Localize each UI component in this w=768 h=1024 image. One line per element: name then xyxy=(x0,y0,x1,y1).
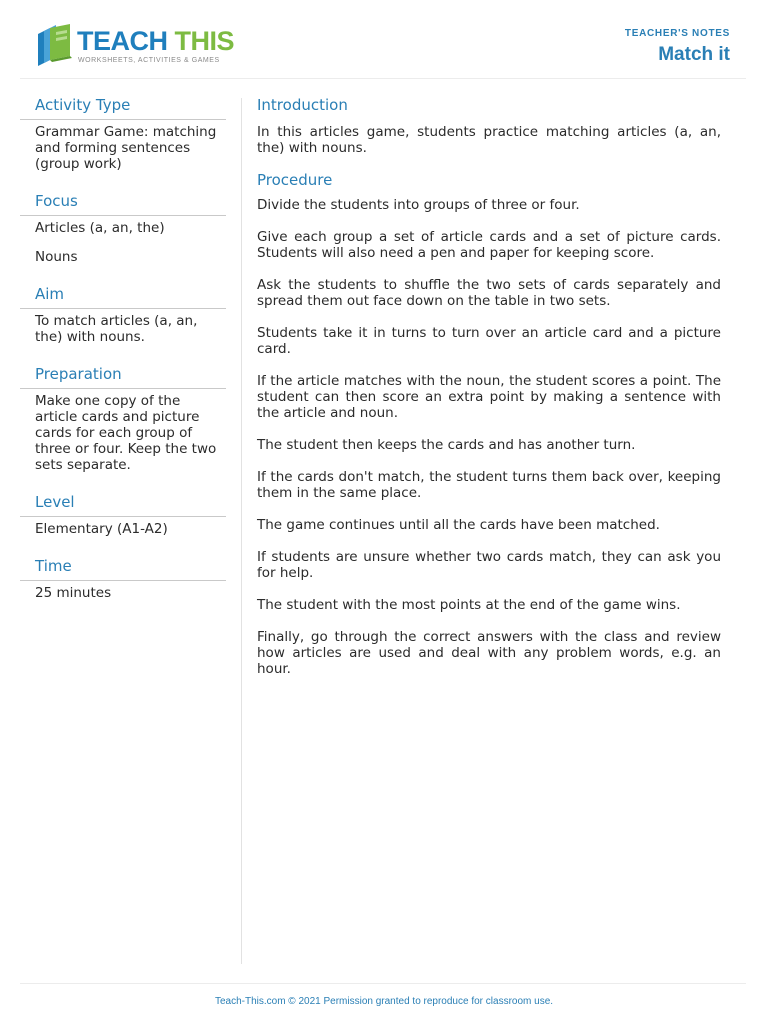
sidebar-body xyxy=(20,309,226,345)
sidebar-heading: Time xyxy=(20,555,226,581)
sidebar-body xyxy=(20,216,226,265)
procedure-step: Divide the students into groups of three or four. xyxy=(257,197,580,213)
sidebar-text: Make one copy of the article cards and picture cards for each group of three or four. Keep the two sets separate. xyxy=(35,393,217,473)
procedure-step: Give each group a set of article cards and a set of picture cards. Students will also need a pen and paper for keeping score. xyxy=(257,229,721,261)
sidebar-heading: Preparation xyxy=(20,363,226,389)
logo-word-teach: TEACH xyxy=(77,26,168,56)
logo-tagline: WORKSHEETS, ACTIVITIES & GAMES xyxy=(78,57,220,64)
sidebar-heading: Aim xyxy=(20,283,226,309)
sidebar-heading: Activity Type xyxy=(20,94,226,120)
sidebar-section-activity-type xyxy=(20,94,226,172)
introduction-heading: Introduction xyxy=(257,96,348,114)
page-header xyxy=(20,0,746,79)
procedure-step: The student then keeps the cards and has another turn. xyxy=(257,437,636,453)
copyright-footer: Teach-This.com © 2021 Permission granted to reproduce for classroom use. xyxy=(214,996,554,1007)
main-content xyxy=(257,94,721,693)
procedure-step: The game continues until all the cards have been matched. xyxy=(257,517,660,533)
procedure-step: If students are unsure whether two cards match, they can ask you for help. xyxy=(257,549,721,581)
introduction-text: In this articles game, students practice matching articles (a, an, the) with nouns. xyxy=(257,124,721,156)
sidebar-text: To match articles (a, an, the) with nouns. xyxy=(35,313,198,345)
procedure-step: Finally, go through the correct answers with the class and review how articles are used and deal with any problem words, e.g. an hour. xyxy=(257,629,721,677)
sidebar-heading: Level xyxy=(20,491,226,517)
logo-wordmark xyxy=(77,26,234,56)
procedure-step: Students take it in turns to turn over an article card and a picture card. xyxy=(257,325,721,357)
column-divider xyxy=(241,98,242,964)
sidebar-text: Nouns xyxy=(35,249,78,265)
sidebar-text: Articles (a, an, the) xyxy=(35,220,165,236)
teach-this-logo[interactable] xyxy=(36,22,236,70)
teachers-notes-label: TEACHER'S NOTES xyxy=(624,28,730,39)
procedure-step: Ask the students to shuffle the two sets of cards separately and spread them out face down on the table in two sets. xyxy=(257,277,721,309)
sidebar-body xyxy=(20,389,226,473)
sidebar-text: 25 minutes xyxy=(35,585,112,601)
sidebar xyxy=(20,94,226,619)
procedure-heading: Procedure xyxy=(257,171,333,189)
sidebar-section-time xyxy=(20,555,226,601)
sidebar-section-aim xyxy=(20,283,226,345)
footer-divider xyxy=(20,983,746,984)
sidebar-text: Elementary (A1-A2) xyxy=(35,521,168,537)
procedure-step: If the cards don't match, the student turns them back over, keeping them in the same place. xyxy=(257,469,721,501)
page-title: Match it xyxy=(658,44,730,65)
sidebar-body xyxy=(20,581,226,601)
sidebar-body xyxy=(20,517,226,537)
sidebar-section-level xyxy=(20,491,226,537)
sidebar-section-focus xyxy=(20,190,226,265)
sidebar-body xyxy=(20,120,226,172)
sidebar-section-preparation xyxy=(20,363,226,473)
book-stack-icon xyxy=(36,24,76,66)
procedure-step: If the article matches with the noun, the student scores a point. The student can then score an extra point by making a sentence with the article and noun. xyxy=(257,373,721,421)
procedure-step: The student with the most points at the end of the game wins. xyxy=(257,597,681,613)
sidebar-heading: Focus xyxy=(20,190,226,216)
sidebar-text: Grammar Game: matching and forming sentences (group work) xyxy=(35,124,217,172)
logo-word-this: THIS xyxy=(174,26,235,56)
